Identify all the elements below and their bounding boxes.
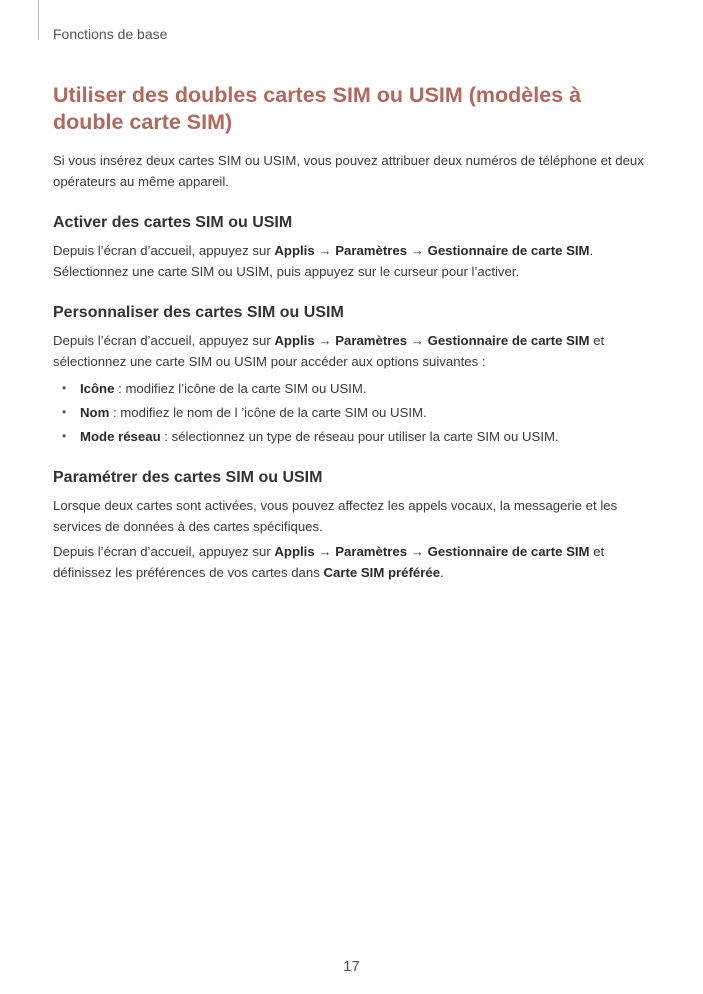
customize-instructions: [53, 330, 649, 372]
section-heading-customize: Personnaliser des cartes SIM ou USIM: [53, 304, 344, 321]
margin-rule: [38, 0, 39, 40]
gestionnaire-term: Gestionnaire de carte SIM: [427, 243, 590, 258]
activate-instructions: [53, 240, 649, 282]
arrow-separator: →: [407, 333, 428, 348]
intro-paragraph: Si vous insérez deux cartes SIM ou USIM, vous pouvez attribuer deux numéros de téléphone et deux opérateurs au même appareil.: [53, 153, 644, 189]
customize-text-suffix: et sélectionnez une carte SIM ou USIM pour accéder aux options suivantes :: [53, 333, 605, 369]
activate-text-end: .: [589, 243, 594, 258]
parametres-term: Paramètres: [335, 243, 408, 258]
option-term: Icône: [80, 381, 115, 396]
bullet-icon: •: [62, 381, 67, 395]
applis-term: Applis: [274, 333, 315, 348]
configure-text-prefix: Depuis l’écran d’accueil, appuyez sur: [53, 544, 275, 559]
customize-text-prefix: Depuis l’écran d’accueil, appuyez sur: [53, 333, 275, 348]
arrow-separator: →: [407, 544, 428, 559]
section-heading-activate: Activer des cartes SIM ou USIM: [53, 214, 293, 231]
page-number: 17: [343, 958, 360, 975]
option-term: Nom: [80, 405, 110, 420]
parametres-term: Paramètres: [335, 333, 408, 348]
bullet-icon: •: [62, 405, 67, 419]
page-content: [53, 82, 649, 583]
parametres-term: Paramètres: [335, 544, 408, 559]
arrow-separator: →: [314, 333, 336, 348]
configure-text-end: .: [440, 565, 444, 580]
option-text: : modifiez le nom de l ’icône de la carte SIM ou USIM.: [109, 405, 427, 420]
applis-term: Applis: [274, 243, 315, 258]
page-title: Utiliser des doubles cartes SIM ou USIM (modèles à double carte SIM): [53, 83, 582, 134]
carte-sim-preferee-term: Carte SIM préférée: [323, 565, 441, 580]
option-text: : sélectionnez un type de réseau pour utiliser la carte SIM ou USIM.: [160, 429, 559, 444]
arrow-separator: →: [314, 544, 336, 559]
arrow-separator: →: [314, 243, 336, 258]
list-item: [53, 426, 649, 447]
option-text: : modifiez l’icône de la carte SIM ou USIM.: [114, 381, 367, 396]
list-item: [53, 402, 649, 423]
configure-description: Lorsque deux cartes sont activées, vous pouvez affectez les appels vocaux, la messagerie et les services de données à des cartes spécifiques.: [53, 498, 618, 534]
activate-text-select: Sélectionnez une carte SIM ou USIM, puis appuyez sur le curseur pour l’activer.: [53, 264, 520, 279]
list-item: [53, 378, 649, 399]
bullet-icon: •: [62, 429, 67, 443]
running-header: Fonctions de base: [53, 26, 168, 42]
section-heading-configure: Paramétrer des cartes SIM ou USIM: [53, 469, 323, 486]
options-list: [53, 378, 649, 447]
gestionnaire-term: Gestionnaire de carte SIM: [427, 544, 590, 559]
configure-text-middle: et définissez les préférences de vos cartes dans: [53, 544, 605, 580]
gestionnaire-term: Gestionnaire de carte SIM: [427, 333, 590, 348]
configure-instructions: [53, 541, 649, 583]
arrow-separator: →: [407, 243, 428, 258]
activate-text-prefix: Depuis l’écran d’accueil, appuyez sur: [53, 243, 275, 258]
applis-term: Applis: [274, 544, 315, 559]
option-term: Mode réseau: [80, 429, 161, 444]
